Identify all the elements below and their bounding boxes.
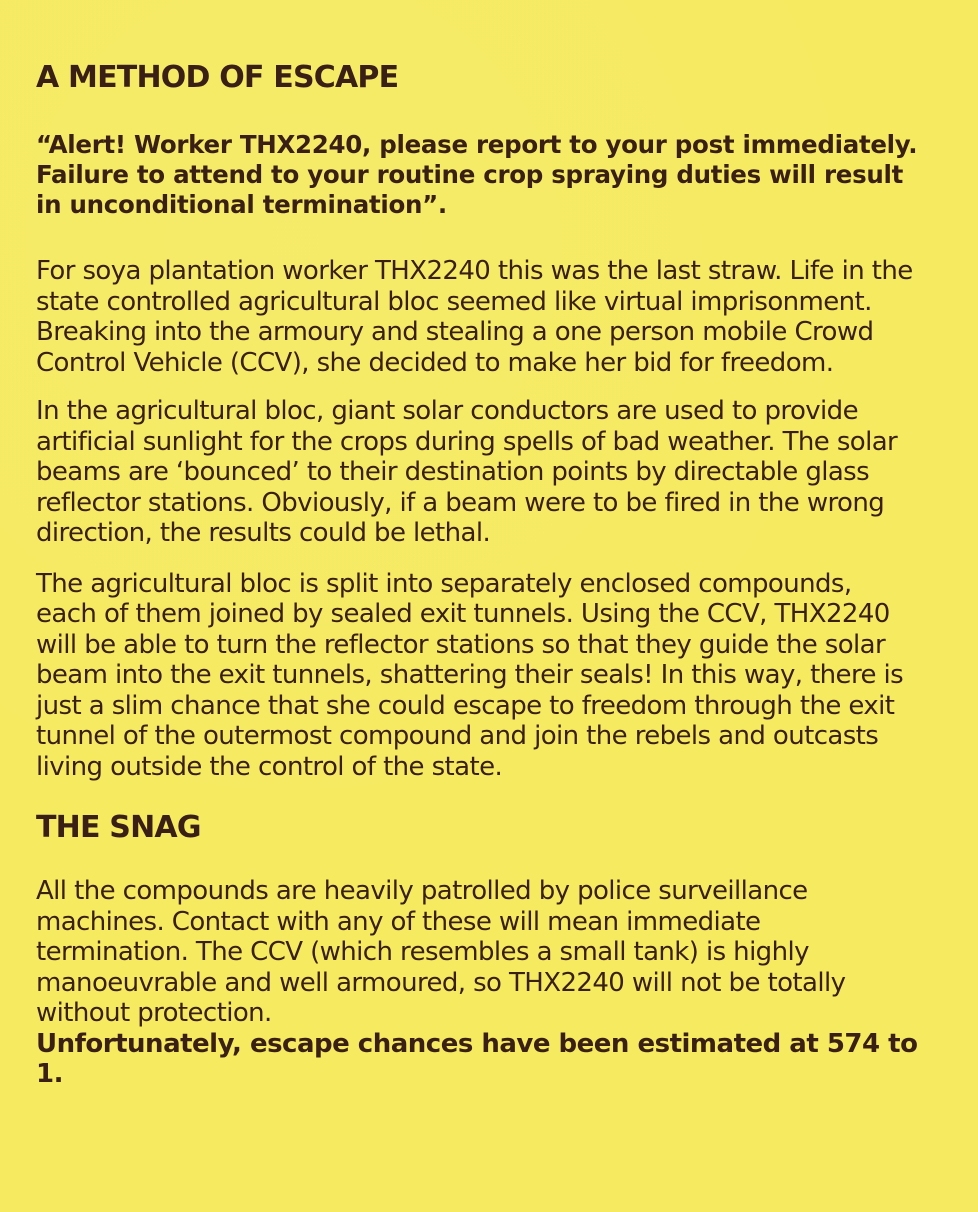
paragraph-patrols: All the compounds are heavily patrolled by police surveillance machines. Contact with any of these will mean immediate termination. The CCV (which resembles a small tank) is highly manoeuvrable and well armoured, so THX2240 will not be totally without protection. xyxy=(36,876,846,1028)
section-heading-method-of-escape: A METHOD OF ESCAPE xyxy=(36,60,399,95)
paragraph-plantation-worker: For soya plantation worker THX2240 this was the last straw. Life in the state controlled agricultural bloc seemed like virtual imprisonment. Breaking into the armoury and stealing a one person mobile Crowd Control Vehicle (CCV), she decided to make her bid for freedom. xyxy=(36,256,913,378)
paragraph-solar-conductors: In the agricultural bloc, giant solar conductors are used to provide artificial sunlight for the crops during spells of bad weather. The solar beams are ‘bounced’ to their destination points by directable glass reflector stations. Obviously, if a beam were to be fired in the wrong direction, the results could be lethal. xyxy=(36,396,898,548)
alert-quote: “Alert! Worker THX2240, please report to your post immediately. Failure to attend to your routine crop spraying duties will result in unconditional termination”. xyxy=(36,130,918,219)
paragraph-compounds: The agricultural bloc is split into separately enclosed compounds, each of them joined by sealed exit tunnels. Using the CCV, THX2240 will be able to turn the reflector stations so that they guide the solar beam into the exit tunnels, shattering their seals! In this way, there is just a slim chance that she could escape to freedom through the exit tunnel of the outermost compound and join the rebels and outcasts living outside the control of the state. xyxy=(36,568,904,782)
escape-odds-note: Unfortunately, escape chances have been estimated at 574 to 1. xyxy=(36,1028,918,1089)
section-heading-the-snag: THE SNAG xyxy=(36,810,201,845)
